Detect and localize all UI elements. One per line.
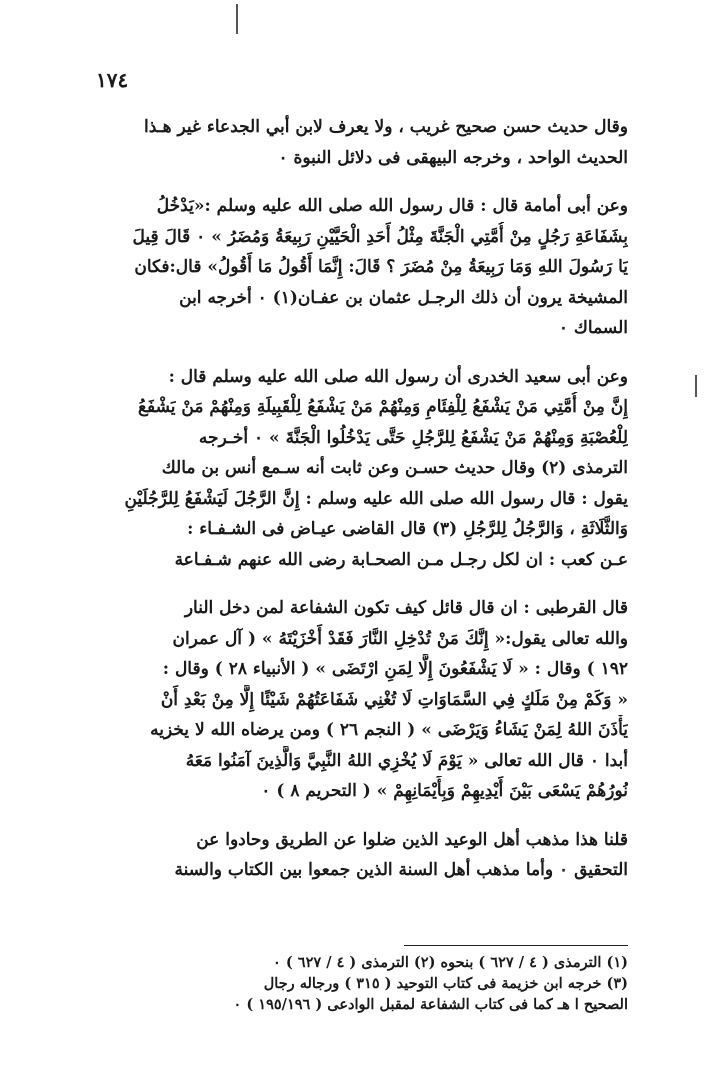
text-line: الحديث الواحد ، وخرجه البيهقى فى دلائل النبوة ٠	[278, 147, 628, 168]
text-line: نُورُهُمْ يَسْعَى بَيْنَ أَيْدِيهِمْ وَبِأَيْمَانِهِمْ » ( التحريم ٨ ) ٠	[261, 781, 628, 801]
text-line: يقول : قال رسول الله صلى الله عليه وسلم : إِنَّ الرَّجُلَ لَيَشْفَعُ لِلرَّجُلَيْنِ	[124, 488, 628, 509]
footnote-line: الصحيح ا هـ كما فى كتاب الشفاعة لمقبل الوادعى ( ١٩٥/١٩٦ ) ٠	[233, 996, 628, 1013]
text-line: وعن أبى أمامة قال : قال رسول الله صلى الله عليه وسلم :«يَدْخُلُ	[156, 196, 628, 216]
text-line: « وَكَمْ مِنْ مَلَكٍ فِي السَّمَاوَاتِ لَا تُغْنِي شَفَاعَتُهُمْ شَيْئًا إِلَّا مِنْ بَعْدِ أَنْ	[160, 689, 628, 710]
text-line: قلنا هذا مذهب أهل الوعيد الذين ضلوا عن الطريق وحادوا عن	[196, 829, 628, 850]
footnote-line: (١) الترمذى ( ٤ / ٦٢٧ ) بنحوه (٢) الترمذى ( ٤ / ٦٢٧ ) ٠	[273, 954, 628, 971]
text-line: الترمذى (٢) وقال حديث حسـن وعن ثابت أنه سـمع أنس بن مالك	[161, 458, 628, 478]
text-line: عـن كعب : ان لكل رجـل مـن الصحـابة رضى الله عنهم شـفـاعة	[174, 549, 628, 570]
text-line: بِشَفَاعَةِ رَجُلٍ مِنْ أُمَّتِي الْجَنَّةَ مِثْلُ أَحَدِ الْحَيَّيْنِ رَبِيعَةُ وَمُضَرُ » ٠ قَالَ قِيلَ	[132, 226, 628, 247]
paragraph-abu-said	[88, 362, 628, 576]
text-line: يَا رَسُولَ اللهِ وَمَا رَبِيعَةُ مِنْ مُضَرَ ؟ قَالَ: إِنَّمَا أَقُولُ مَا أَقُولُ» قال:فكان	[134, 257, 628, 277]
text-line: والله تعالى يقول:« إِنَّكَ مَنْ تُدْخِلِ النَّارَ فَقَدْ أَخْزَيْتَهُ » ( آل عمران	[172, 628, 628, 649]
footnote-line: (٣) خرجه ابن خزيمة فى كتاب التوحيد ( ٣١٥ ) ورجاله رجال	[263, 975, 628, 992]
text-line: السماك ٠	[558, 318, 628, 338]
text-line: يَأْذَنَ اللهُ لِمَنْ يَشَاءُ وَيَرْضَى » ( النجم ٢٦ ) ومن يرضاه الله لا يخزيه	[150, 720, 628, 740]
paragraph-tirmidhi-note	[88, 112, 628, 173]
text-line: ١٩٢ ) وقال : « لَا يَشْفَعُونَ إِلَّا لِمَنِ ارْتَضَى » ( الأنبياء ٢٨ ) وقال :	[162, 659, 628, 679]
text-line: أبدا ٠ قال الله تعالى « يَوْمَ لَا يُخْزِي اللهُ النَّبِيَّ وَالَّذِينَ آمَنُوا مَعَهُ	[185, 750, 628, 771]
footnote-divider	[404, 945, 628, 946]
paragraph-response	[88, 825, 628, 886]
text-line: المشيخة يرون أن ذلك الرجـل عثمان بن عفـان(١) ٠ أخرجه ابن	[179, 287, 628, 308]
paragraph-qurtubi	[88, 593, 628, 807]
text-line: وَالثَّلَاثَةِ ، وَالرَّجُلُ لِلرَّجُلِ (٣) قال القاضى عيـاض فى الشـفـاء :	[187, 519, 628, 539]
text-line: لِلْعُصْبَةِ وَمِنْهُمْ مَنْ يَشْفَعُ لِلرَّجُلِ حَتَّى يَدْخُلُوا الْجَنَّةَ » ٠ أخـرجه	[198, 427, 628, 448]
text-line: قال القرطبى : ان قال قائل كيف تكون الشفاعة لمن دخل النار	[184, 598, 628, 618]
text-line: التحقيق ٠ وأما مذهب أهل السنة الذين جمعوا بين الكتاب والسنة	[174, 860, 628, 880]
footnotes	[88, 952, 628, 1015]
text-line: وعن أبى سعيد الخدرى أن رسول الله صلى الله عليه وسلم قال :	[168, 366, 628, 387]
page-number: ١٧٤	[96, 68, 129, 92]
text-line: وقال حديث حسن صحيح غريب ، ولا يعرف لابن أبي الجدعاء غير هـذا	[144, 117, 628, 137]
scan-mark	[236, 4, 238, 34]
scan-mark	[695, 375, 697, 397]
text-line: إِنَّ مِنْ أُمَّتِي مَنْ يَشْفَعُ لِلْفِئَامِ وَمِنْهُمْ مَنْ يَشْفَعُ لِلْقَبِيلَةِ وَمِنْهُمْ مَنْ يَشْفَعُ	[137, 397, 628, 417]
page-body	[88, 112, 628, 904]
paragraph-abu-umama	[88, 191, 628, 344]
